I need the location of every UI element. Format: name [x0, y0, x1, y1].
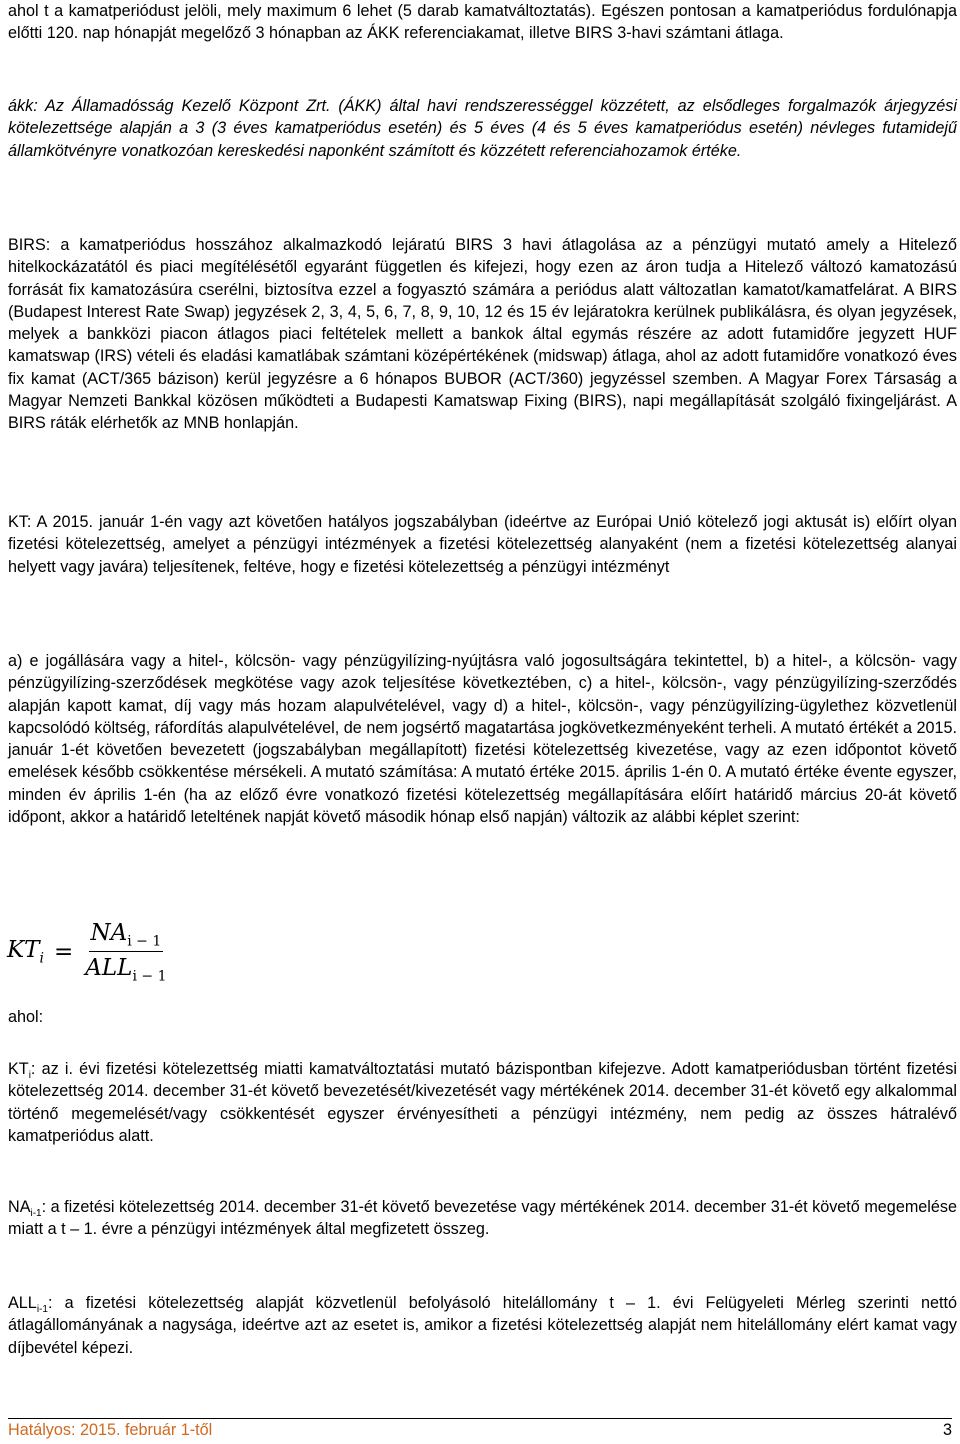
paragraph-akk-definition: ákk: Az Államadósság Kezelő Központ Zrt. (ÁKK) által havi rendszerességgel közzétett, az elsődleges forgalmazók árjegyzési kötelezettsége alapján a 3 (3 éves kamatperiódus esetén) és 5 éves (4 és 5 éves kamatperiódus esetén) névleges futamidejű államkötvényre vonatkozóan kereskedési naponként számított és közzétett referenciahozamok értéke.	[8, 97, 957, 160]
definition-all: $ALL_{i-1}$: a fizetési kötelezettség alapját közvetlenül befolyásoló hitelállomány t – 1. évi Felügyeleti Mérleg szerinti nettó átlagállományának a nagysága, ideértve azt az esetet is, amikor a fizetési kötelezettség alapját nem hitelállomány elért kamat vagy díjbevétel képezi.	[8, 1294, 957, 1357]
formula-denominator: $ALL_{i - 1}$	[85, 954, 167, 985]
formula-equals: =	[54, 939, 74, 966]
page-number: 3	[942, 1421, 952, 1439]
formula-lhs: $KT_i$	[7, 937, 45, 967]
paragraph-birs-definition: BIRS: a kamatperiódus hosszához alkalmazkodó lejáratú BIRS 3 havi átlagolása az a pénzügyi mutató amely a Hitelező hitelkockázatától és piaci megítélésétől egyaránt független és kifejezi, hogy ezen az áron tudja a Hitelező változó kamatozású forrását fix kamatozásúra cserélni, biztosítva ezzel a fogyasztó számára a periódus alatt változatlan kamatot/kamatfelárat. A BIRS (Budapest Interest Rate Swap) jegyzések 2, 3, 4, 5, 6, 7, 8, 9, 10, 12 és 15 év lejáratokra kerülnek publikálásra, és olyan jegyzések, melyek a bankközi piacon átlagos piaci feltételek mellett a bankok által egymás részére az adott futamidőre jegyzett HUF kamatswap (IRS) vételi és eladási kamatlábak számtani középértékének (midswap) átlaga, ahol az adott futamidőre vonatkozó éves fix kamat (ACT/365 bázison) kerül jegyzésre a 6 hónapos BUBOR (ACT/360) jegyzéssel szemben. A Magyar Forex Társaság a Magyar Nemzeti Bankkal közösen működteti a Budapesti Kamatswap Fixing (BIRS), napi megállapítását szolgáló fixingeljárást. A BIRS ráták elérhetők az MNB honlapján.	[8, 236, 957, 433]
formula-numerator: $NA_{i - 1}$	[90, 920, 162, 950]
kt-formula	[7, 920, 168, 984]
formula-fraction	[83, 920, 168, 984]
definition-kt: $KT_i$: az i. évi fizetési kötelezettség miatti kamatváltoztatási mutató bázispontban kifejezve. Adott kamatperiódusban történt fizetési kötelezettség 2014. december 31-ét követő bevezetését/kivezetését vagy mértékének 2014. december 31-ét követő egy alkalommal történő megemelését/vagy csökkentését egyszer érvényesítheti a pénzügyi intézmény, nem pedig az összes hátralévő kamatperiódus alatt.	[8, 1060, 957, 1145]
definition-na: $NA_{i-1}$: a fizetési kötelezettség 2014. december 31-ét követő bevezetése vagy mértékének 2014. december 31-ét követő megemelése miatt a t – 1. évre a pénzügyi intézmények által megfizetett összeg.	[8, 1198, 957, 1239]
paragraph-kt-definition: KT: A 2015. január 1-én vagy azt követően hatályos jogszabályban (ideértve az Európai Unió kötelező jogi aktusát is) előírt olyan fizetési kötelezettség, amelyet a pénzügyi intézmények a fizetési kötelezettség alanyaként (nem a fizetési kötelezettség alanyai helyett vagy javára) teljesítenek, feltéve, hogy e fizetési kötelezettség a pénzügyi intézményt	[8, 513, 957, 576]
paragraph-kt-list: a) e jogállására vagy a hitel-, kölcsön- vagy pénzügyilízing-nyújtásra való jogosultságára tekintettel, b) a hitel-, a kölcsön- vagy pénzügyilízing-szerződések megkötése vagy azok teljesítése következtében, c) a hitel-, kölcsön-, vagy pénzügyilízing-szerződés alapján kapott kamat, díj vagy más hozam alapulvételével, vagy d) a hitel-, kölcsön-, vagy pénzügyilízing-ügylethez közvetlenül kapcsolódó költség, ráfordítás alapulvételével, de nem jogsértő magatartása jogkövetkezményeként terheli. A mutató értékét a 2015. január 1-ét követően bevezetett (jogszabályban megállapított) fizetési kötelezettség kivezetése, vagy az ezen időpontot követő emelések később csökkentése mérsékeli. A mutató számítása: A mutató értéke 2015. április 1-én 0. A mutató értéke évente egyszer, minden év április 1-én (ha az előző évre vonatkozó fizetési kötelezettség megállapítására előírt határidő március 20-át követő időpont, akkor a határidő leteltének napját követő második hónap első napján) változik az alábbi képlet szerint:	[8, 652, 957, 827]
page-footer	[8, 1418, 952, 1442]
ahol-label: ahol:	[8, 1008, 44, 1026]
paragraph-ahol-t: ahol t a kamatperiódust jelöli, mely maximum 6 lehet (5 darab kamatváltoztatás). Egészen pontosan a kamatperiódus fordulónapja előtti 120. nap hónapját megelőző 3 hónapban az ÁKK referenciakamat, illetve BIRS 3-havi számtani átlaga.	[8, 2, 957, 43]
footer-effective-date: Hatályos: 2015. február 1-től	[8, 1421, 213, 1439]
